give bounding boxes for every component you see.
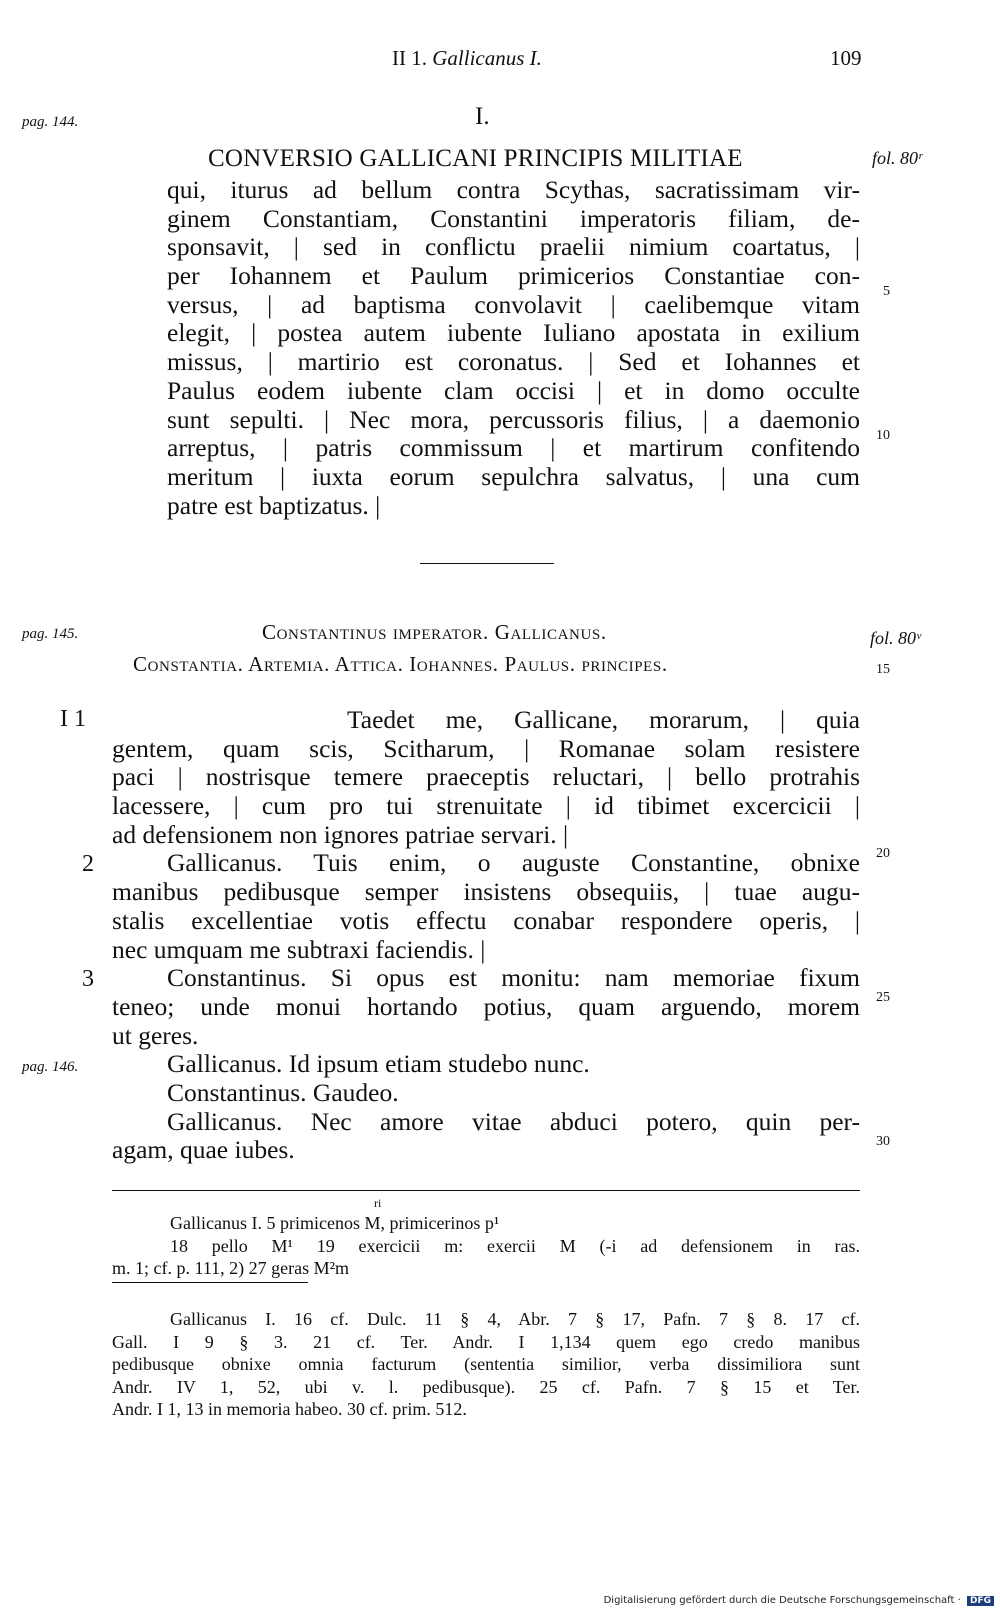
margin-pag-145: pag. 145. xyxy=(22,626,79,642)
testimonia-line: Gallicanus I. 16 cf. Dulc. 11 § 4, Abr. 7 § 17, Pafn. 7 § 8. 17 cf. xyxy=(170,1309,860,1329)
testimonia-line: Andr. I 1, 13 in memoria habeo. 30 cf. prim. 512. xyxy=(112,1399,467,1419)
section-title: CONVERSIO GALLICANI PRINCIPIS MILITIAE xyxy=(208,145,743,172)
apparatus-line: 18 pello M¹ 19 exercicii m: exercii M (-i ad defensionem in ras. xyxy=(170,1235,860,1256)
margin-pag-144: pag. 144. xyxy=(22,114,79,130)
scene-line: teneo; unde monui hortando potius, quam arguendo, morem xyxy=(112,991,860,1021)
testimonia-line: pedibusque obnixe omnia facturum (sententia similior, verba dissimiliora sunt xyxy=(112,1354,860,1374)
page-number: 109 xyxy=(830,46,862,70)
apparatus-line: m. 1; cf. p. 111, 2) 27 geras M²m xyxy=(112,1258,350,1278)
margin-fol-80v: fol. 80ᵛ xyxy=(870,628,922,648)
apparatus-underline xyxy=(112,1282,308,1283)
argument-line: per Iohannem et Paulum primicerios Constantiae con- xyxy=(167,261,860,291)
argument-line: ginem Constantiam, Constantini imperatoris filiam, de- xyxy=(167,203,860,233)
scene-line: Gallicanus. Nec amore vitae abduci potero, quin per- xyxy=(167,1106,860,1136)
argument-line: meritum | iuxta eorum sepulchra salvatus, | una cum xyxy=(167,461,860,491)
cast-line-2: Constantia. Artemia. Attica. Iohannes. Paulus. principes. xyxy=(133,652,668,676)
argument-line: versus, | ad baptisma convolavit | caelibemque vitam xyxy=(167,289,860,319)
margin-fol-80r: fol. 80ʳ xyxy=(872,148,923,168)
margin-pag-146: pag. 146. xyxy=(22,1059,79,1075)
argument-line: qui, iturus ad bellum contra Scythas, sacratissimam vir- xyxy=(167,175,860,204)
scene-line: manibus pedibusque semper insistens obsequiis, | tuae augu- xyxy=(112,877,860,907)
scene-line: nec umquam me subtraxi faciendis. | xyxy=(112,934,486,964)
argument-line: sunt sepulti. | Nec mora, percussoris filius, | a daemonio xyxy=(167,404,860,434)
section-numeral: I. xyxy=(475,103,490,130)
argument-line: sponsavit, | sed in conflictu praelii nimium coartatus, | xyxy=(167,232,860,262)
argument-line: Paulus eodem iubente clam occisi | et in domo occulte xyxy=(167,375,860,405)
line-number: 15 xyxy=(876,662,890,677)
scene-line: gentem, quam scis, Scitharum, | Romanae solam resistere xyxy=(112,733,860,763)
speech-number: 3 xyxy=(82,966,94,992)
line-number: 30 xyxy=(876,1134,890,1149)
scene-line: stalis excellentiae votis effectu conabar respondere operis, | xyxy=(112,905,860,935)
cast-line-1: Constantinus imperator. Gallicanus. xyxy=(262,620,607,644)
argument-line: patre est baptizatus. | xyxy=(167,490,381,520)
dfg-logo: DFG xyxy=(967,1596,994,1606)
line-number: 5 xyxy=(883,284,890,299)
scene-line: paci | nostrisque temere praeceptis reluctari, | bello protrahis xyxy=(112,762,860,792)
apparatus-line: Gallicanus I. 5 primicenos M, primicerinos p¹ xyxy=(170,1213,500,1233)
apparatus-superscript: ri xyxy=(374,1196,382,1210)
scene-line: Constantinus. Si opus est monitu: nam memoriae fixum xyxy=(167,963,860,993)
testimonia-line: Gall. I 9 § 3. 21 cf. Ter. Andr. I 1,134 quem ego credo manibus xyxy=(112,1331,860,1352)
credit-text: Digitalisierung gefördert durch die Deutsche Forschungsgemeinschaft · xyxy=(603,1595,961,1606)
act-scene-number: I 1 xyxy=(60,706,86,732)
speech-number: 2 xyxy=(82,851,94,877)
apparatus xyxy=(112,1212,860,1280)
line-number: 10 xyxy=(876,428,890,443)
argument-line: elegit, | postea autem iubente Iuliano apostata in exilium xyxy=(167,318,860,348)
digitization-credit xyxy=(604,1595,994,1606)
running-head-title: Gallicanus I. xyxy=(432,46,542,70)
argument-text xyxy=(167,176,860,520)
running-head-prefix: II 1. xyxy=(392,46,427,70)
section-divider xyxy=(420,563,554,564)
scene-line: Taedet me, Gallicane, morarum, | quia xyxy=(347,705,860,734)
scene-line: Gallicanus. Tuis enim, o auguste Constantine, obnixe xyxy=(167,848,860,878)
argument-line: arreptus, | patris commissum | et martirum confitendo xyxy=(167,433,860,463)
scene-line: ad defensionem non ignores patriae servari. | xyxy=(112,819,569,849)
testimonia xyxy=(112,1308,860,1421)
scene-line: Constantinus. Gaudeo. xyxy=(167,1077,399,1107)
line-number: 20 xyxy=(876,846,890,861)
scene-text xyxy=(112,706,860,1165)
line-number: 25 xyxy=(876,990,890,1005)
notes-divider xyxy=(112,1190,860,1191)
scene-line: lacessere, | cum pro tui strenuitate | id tibimet excercicii | xyxy=(112,791,860,821)
scene-line: agam, quae iubes. xyxy=(112,1135,295,1165)
scene-line: ut geres. xyxy=(112,1020,199,1050)
running-head xyxy=(392,46,542,71)
argument-line: missus, | martirio est coronatus. | Sed et Iohannes et xyxy=(167,347,860,377)
testimonia-line: Andr. IV 1, 52, ubi v. l. pedibusque). 25 cf. Pafn. 7 § 15 et Ter. xyxy=(112,1376,860,1397)
scene-line: Gallicanus. Id ipsum etiam studebo nunc. xyxy=(167,1049,590,1079)
